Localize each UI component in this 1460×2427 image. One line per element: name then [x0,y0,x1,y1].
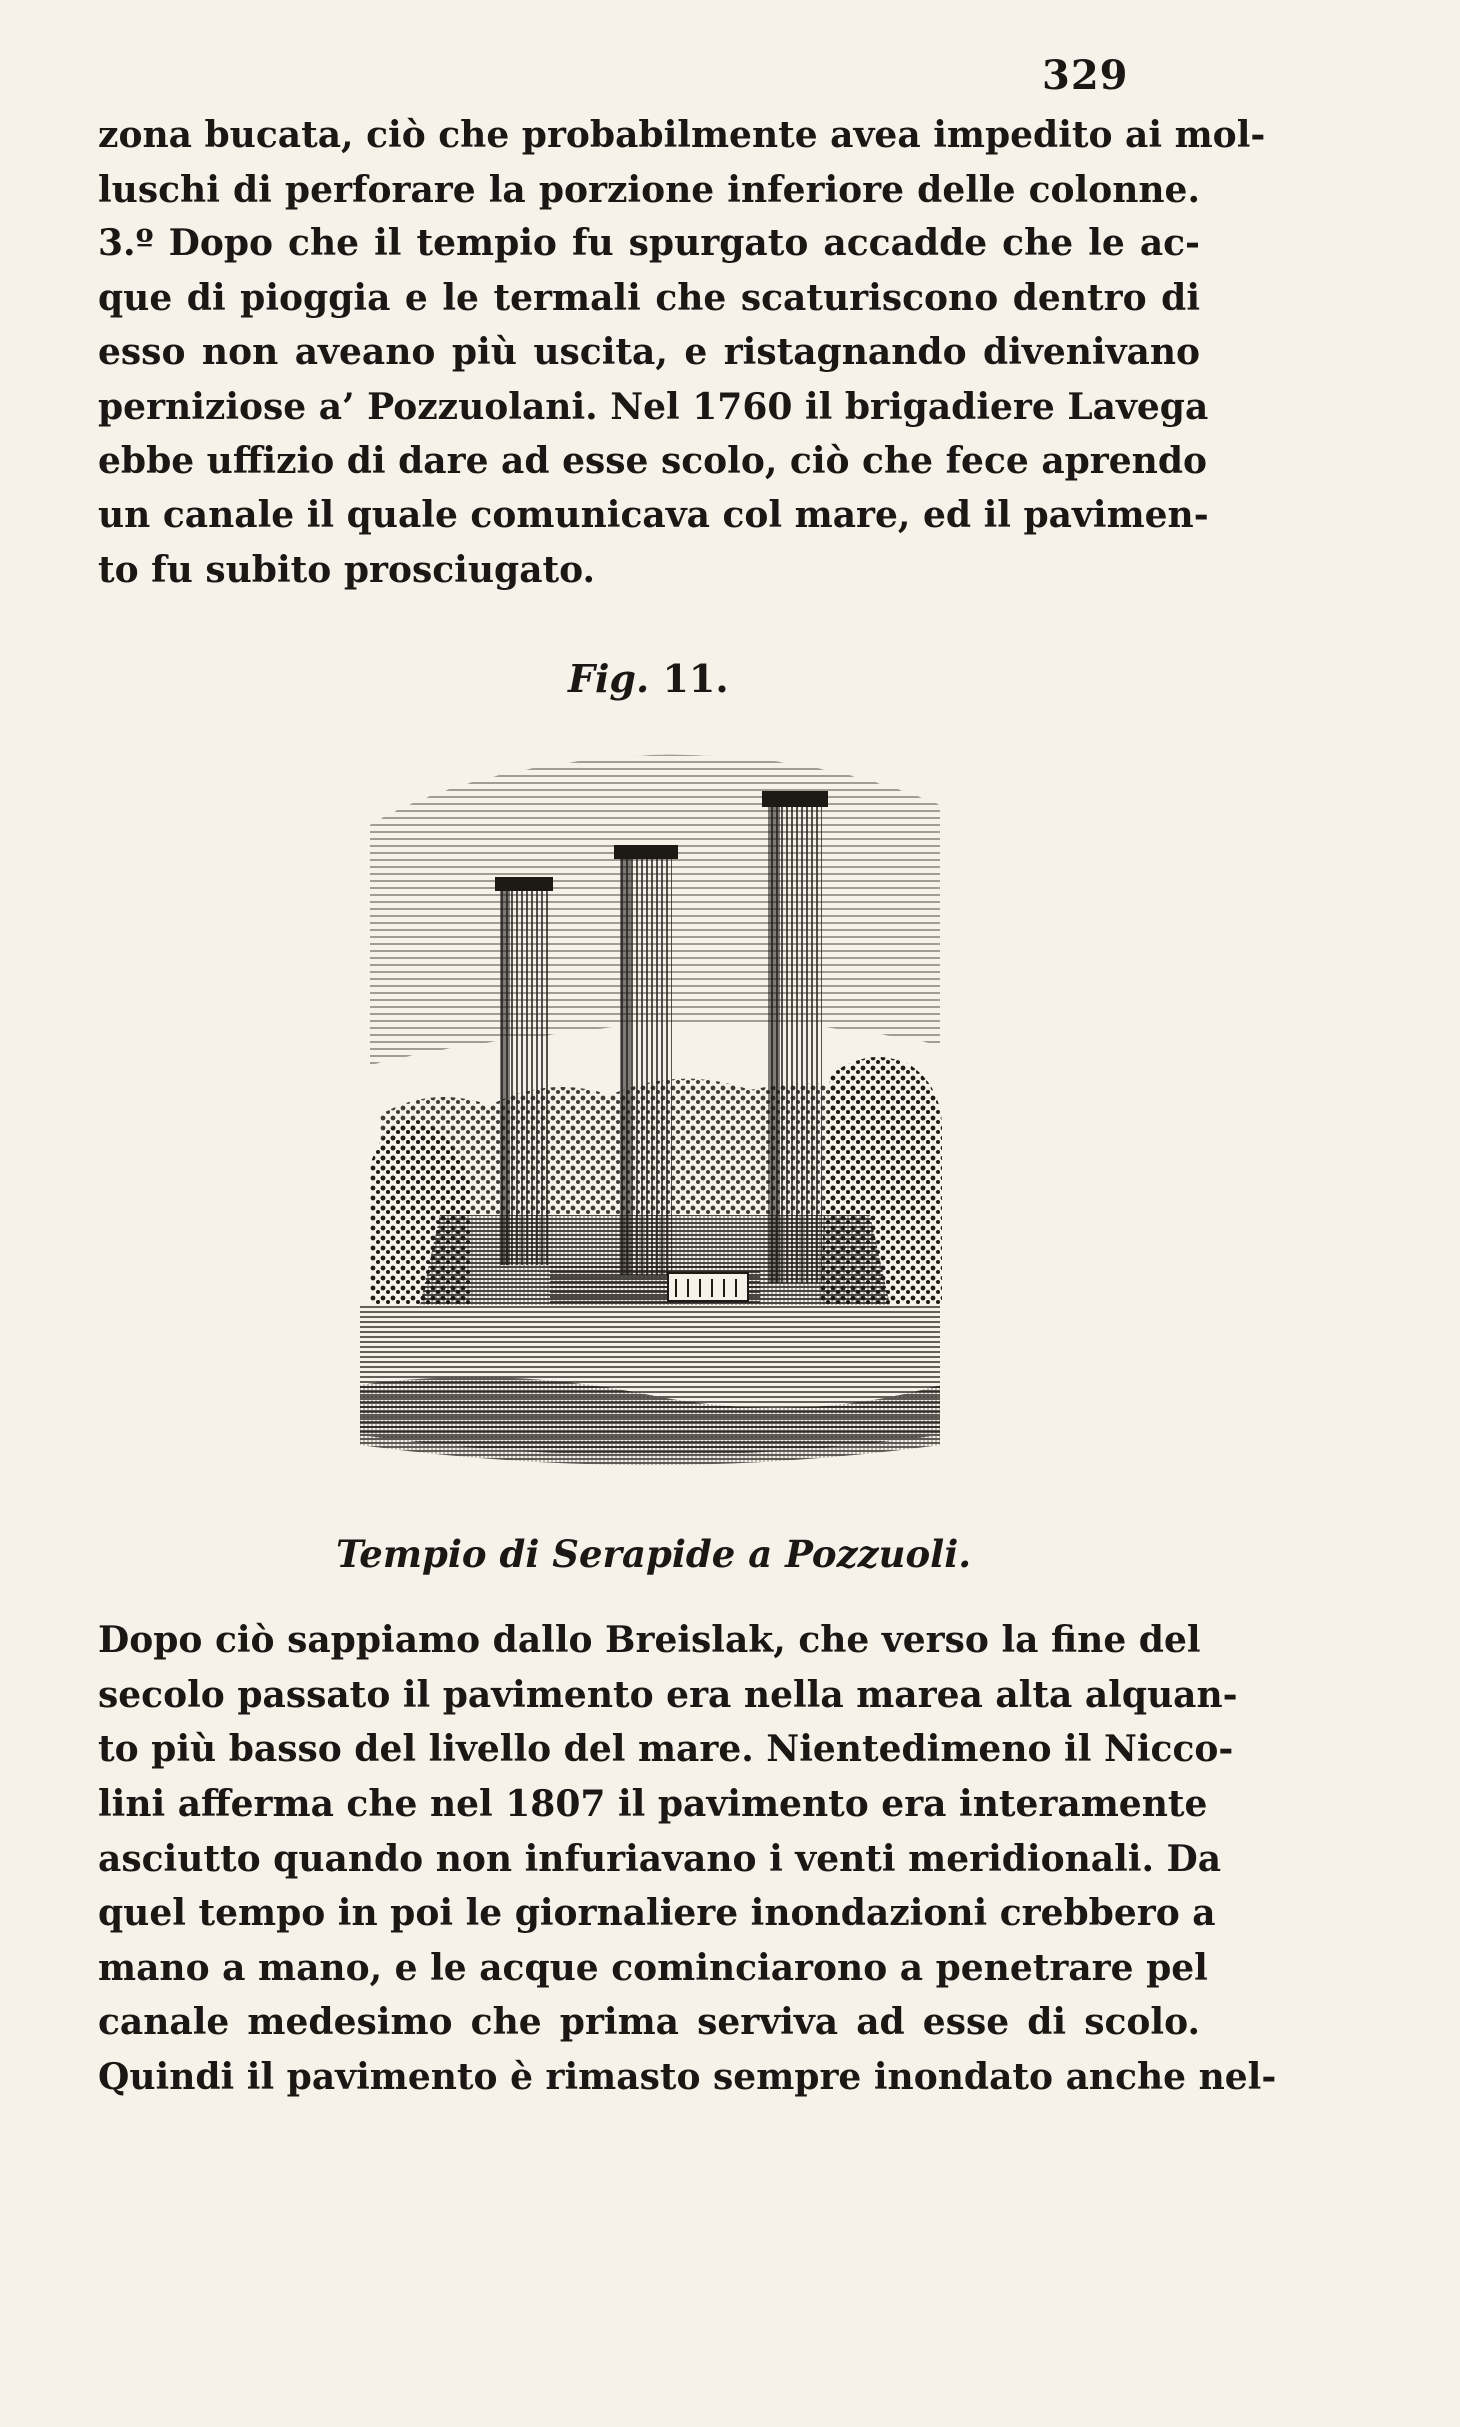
text-line: to fu subito prosciugato. [98,549,596,591]
text-line: luschi di perforare la porzione inferiore delle colonne. [98,169,1200,211]
figure-label [568,656,768,701]
engraving-column-center [614,845,678,1275]
engraving-column-left [495,877,553,1265]
engraving-column-right [762,791,828,1283]
text-line: ebbe uffizio di dare ad esse scolo, ciò che fece aprendo [98,440,1208,482]
figure-label-number: 11. [662,656,729,701]
text-line: quel tempo in poi le giornaliere inondazioni crebbero a [98,1892,1216,1934]
text-line: un canale il quale comunicava col mare, ed il pavimen- [98,494,1209,536]
temple-engraving-illustration [350,745,950,1490]
text-line: Dopo ciò sappiamo dallo Breislak, che verso la fine del [98,1619,1201,1661]
text-line: asciutto quando non infuriavano i venti meridionali. Da [98,1838,1222,1880]
page-number: 329 [1042,52,1129,99]
figure-label-prefix: Fig. [568,656,650,701]
text-line: que di pioggia e le termali che scaturiscono dentro di [98,277,1200,319]
text-line: zona bucata, ciò che probabilmente avea impedito ai mol- [98,114,1266,156]
text-line: lini afferma che nel 1807 il pavimento era interamente [98,1783,1208,1825]
text-line: to più basso del livello del mare. Nientedimeno il Nicco- [98,1728,1234,1770]
figure-caption: Tempio di Serapide a Pozzuoli. [336,1532,972,1576]
text-line: secolo passato il pavimento era nella marea alta alquan- [98,1674,1238,1716]
text-line: canale medesimo che prima serviva ad esse di scolo. [98,2001,1200,2043]
text-line: 3.º Dopo che il tempio fu spurgato accadde che le ac- [98,222,1200,264]
text-line: Quindi il pavimento è rimasto sempre inondato anche nel- [98,2056,1277,2098]
text-line: perniziose a’ Pozzuolani. Nel 1760 il brigadiere Lavega [98,386,1209,428]
text-line: mano a mano, e le acque cominciarono a penetrare pel [98,1947,1208,1989]
text-line: esso non aveano più uscita, e ristagnando divenivano [98,331,1200,373]
